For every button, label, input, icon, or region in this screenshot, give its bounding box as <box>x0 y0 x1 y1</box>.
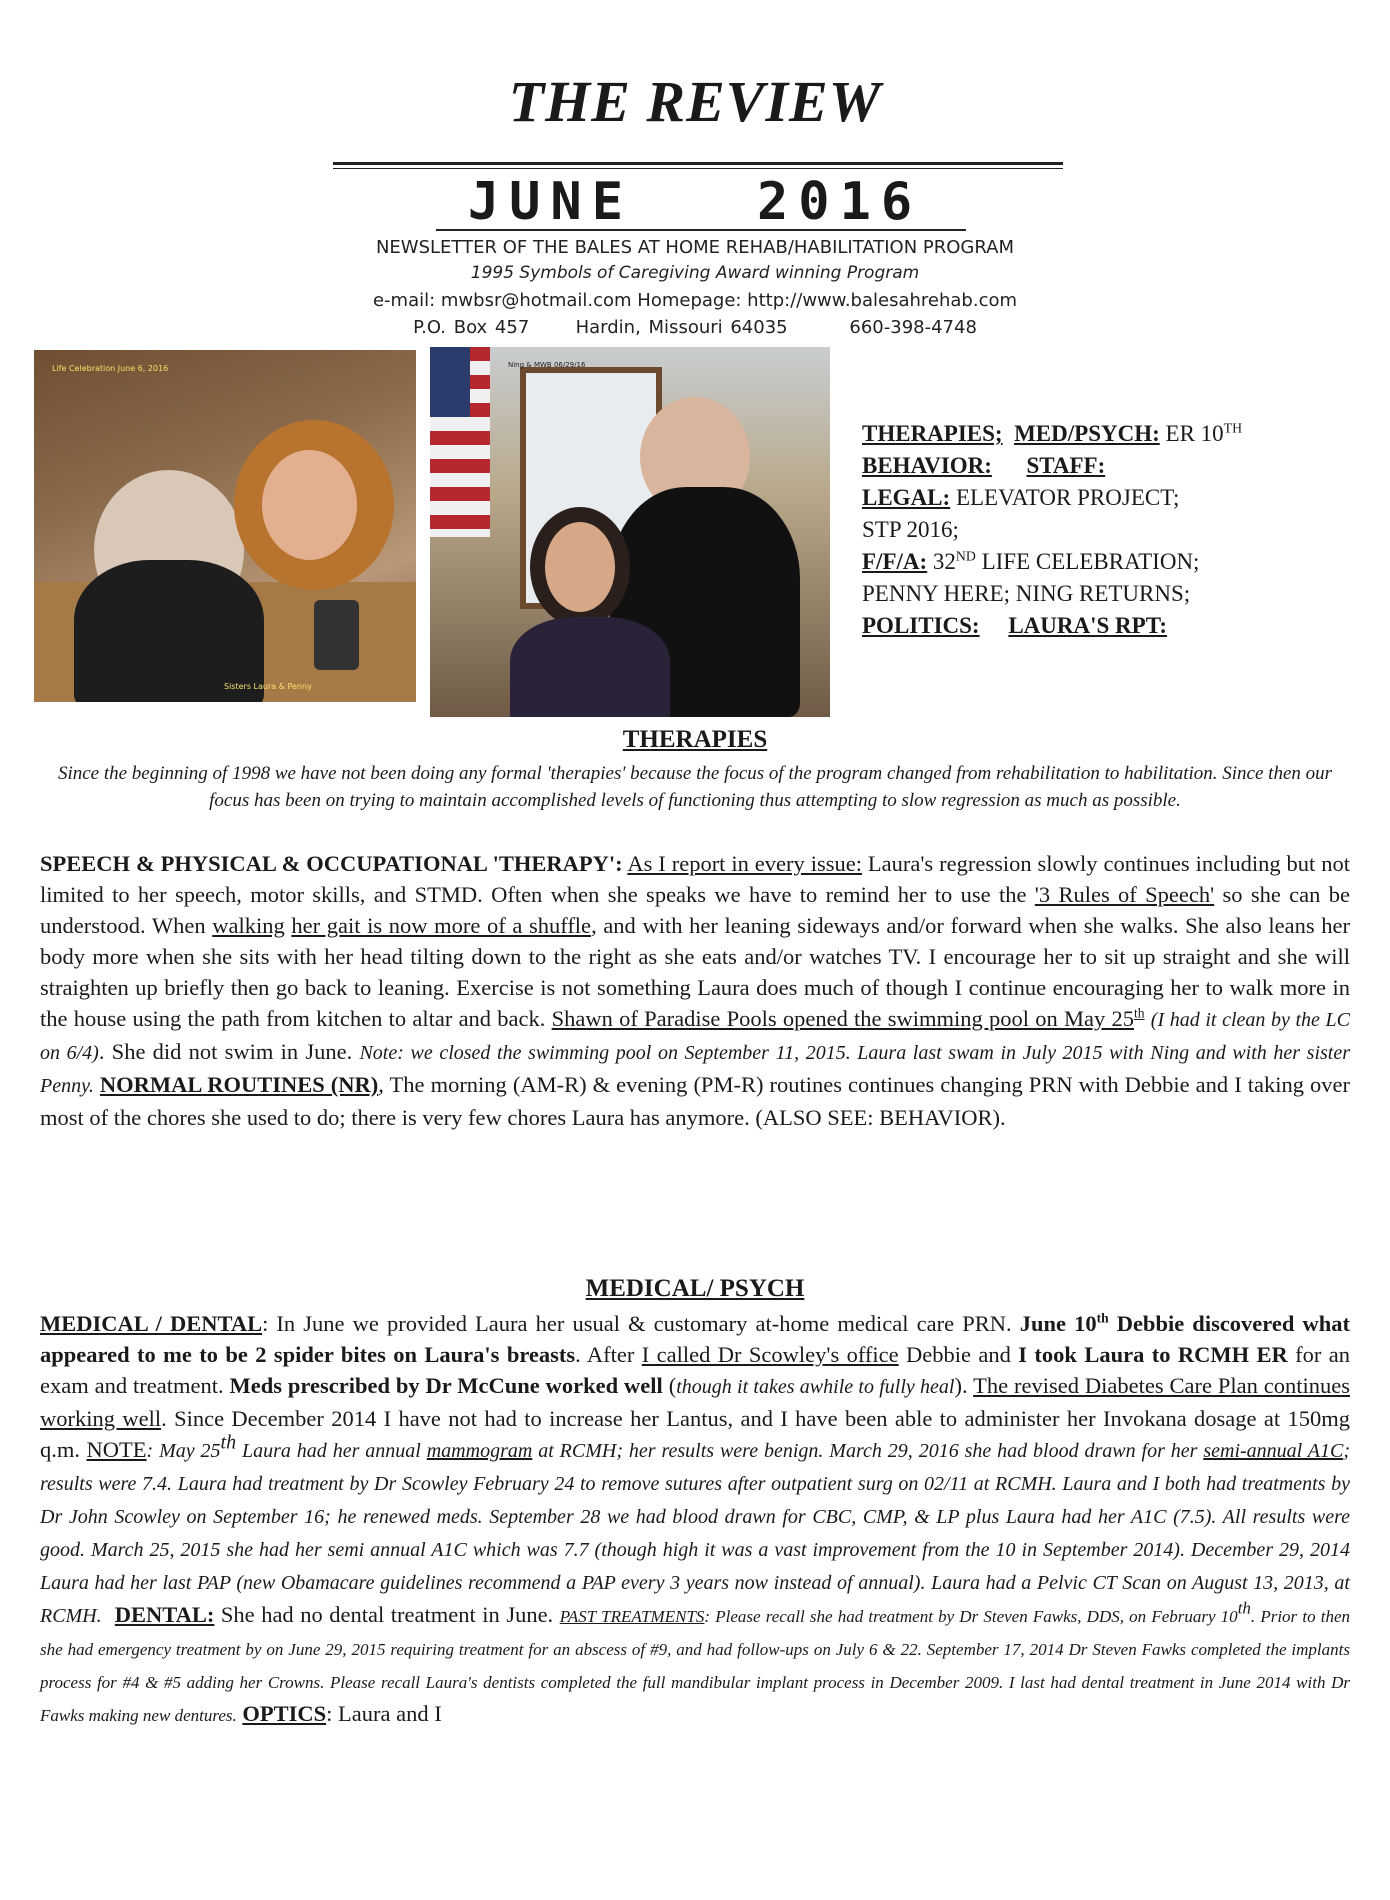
issue-index: THERAPIES; MED/PSYCH: ER 10TH BEHAVIOR: STAFF: LEGAL: ELEVATOR PROJECT; STP 2016; F/F/A: 32ND LIFE CELEBRATION; PENNY HERE; NING RETURNS; POLITICS: LAURA'S RPT: <box>862 418 1362 642</box>
contact-line: e-mail: mwbsr@hotmail.com Homepage: http://www.balesahrehab.com <box>372 290 1018 311</box>
index-behavior: BEHAVIOR: <box>862 453 992 478</box>
medical-body: MEDICAL / DENTAL: In June we provided Laura her usual & customary at-home medical care PRN. June 10th Debbie discovered what appeared to me to be 2 spider bites on Laura's breasts. After I called Dr Scowley's office Debbie and I took Laura to RCMH ER for an exam and treatment. Meds prescribed by Dr McCune worked well (though it takes awhile to fully heal). The revised Diabetes Care Plan continues working well. Since December 2014 I have not had to increase her Lantus, and I have been able to administer her Invokana dosage at 150mg q.m. NOTE: May 25th Laura had her annual mammogram at RCMH; her results were benign. March 29, 2016 she had blood drawn for her semi-annual A1C; results were 7.4. Laura had treatment by Dr Scowley February 24 to remove sutures after outpatient surg on 02/11 at RCMH. Laura and I both had treatments by Dr John Scowley on September 16; he renewed meds. September 28 we had blood drawn for CBC, CMP, & LP plus Laura had her A1C (7.5). All results were good. March 25, 2015 she had her semi annual A1C which was 7.7 (though high it was a vast improvement from the 10 in September 2014). December 29, 2014 Laura had her last PAP (new Obamacare guidelines recommend a PAP every 3 years now instead of annual). Laura had a Pelvic CT Scan on August 13, 2013, at RCMH. DENTAL: She had no dental treatment in June. PAST TREATMENTS: Please recall she had treatment by Dr Steven Fawks, DDS, on February 10th. Prior to then she had emergency treatment by on June 29, 2015 requiring treatment for an abscess of #9, and had follow-ups on July 6 & 22. September 17, 2014 Dr Steven Fawks completed the implants process for #4 & #5 adding her Crowns. Please recall Laura's dentists completed the full mandibular implant process in December 2009. I last had dental treatment in June 2014 with Dr Fawks making new dentures. OPTICS: Laura and I <box>40 1310 1351 1726</box>
photo-flag <box>430 347 490 537</box>
photo-mug <box>314 600 359 670</box>
therapies-intro: Since the beginning of 1998 we have not been doing any formal 'therapies' because the focus of the program changed from rehabilitation to habilitation. Since then our focus has been on trying to maintain accomplished levels of functioning thus attempting to slow regression as much as possible. <box>57 763 1333 811</box>
index-stp: STP 2016; <box>862 517 959 542</box>
issue-underline <box>436 229 966 231</box>
photo-figure-penny <box>262 450 357 560</box>
index-medpsych: MED/PSYCH: <box>1014 421 1160 446</box>
photo-ning-mwb <box>430 347 830 717</box>
photo-sisters <box>34 350 416 702</box>
title-rule <box>333 162 1063 165</box>
index-legal: LEGAL: <box>862 485 951 510</box>
therapies-body: SPEECH & PHYSICAL & OCCUPATIONAL 'THERAPY': As I report in every issue: Laura's regression slowly continues including but not limited to her speech, motor skills, and STMD. Often when she speaks we have to remind her to use the '3 Rules of Speech' so she can be understood. When walking her gait is now more of a shuffle, and with her leaning sideways and/or forward when she walks. She also leans her body more when she sits with her head tilting down to the right as she eats and/or watches TV. I encourage her to sit up straight and she will straighten up briefly then go back to leaning. Exercise is not something Laura does much of though I continue encouraging her to walk more in the house using the path from kitchen to altar and back. Shawn of Paradise Pools opened the swimming pool on May 25th (I had it clean by the LC on 6/4). She did not swim in June. Note: we closed the swimming pool on September 11, 2015. Laura last swam in July 2015 with Ning and with her sister Penny. NORMAL ROUTINES (NR), The morning (AM-R) & evening (PM-R) routines continues changing PRN with Debbie and I taking over most of the chores she used to do; there is very few chores Laura has anymore. (ALSO SEE: BEHAVIOR). <box>40 851 1351 1130</box>
therapies-heading: THERAPIES <box>622 726 768 753</box>
photo-caption-bottom: Sisters Laura & Penny <box>224 682 312 691</box>
index-ffa: F/F/A: <box>862 549 928 574</box>
address-line: P.O. Box 457 Hardin, Missouri 64035 660-398-4748 <box>413 317 977 338</box>
index-staff: STAFF: <box>1026 453 1106 478</box>
photo-caption-right: Ning & MWB 06/29/16 <box>508 361 586 369</box>
photo-figure-ning <box>545 522 615 612</box>
index-penny: PENNY HERE; NING RETURNS; <box>862 581 1191 606</box>
index-therapies: THERAPIES; <box>862 421 1003 446</box>
issue-date: JUNE 2016 <box>467 172 923 232</box>
photo-figure-laura-body <box>74 560 264 702</box>
title-rule-thin <box>333 168 1063 169</box>
photo-caption-top: Life Celebration June 6, 2016 <box>52 364 169 373</box>
newsletter-title: THE REVIEW <box>508 69 882 134</box>
newsletter-subtitle: NEWSLETTER OF THE BALES AT HOME REHAB/HABILITATION PROGRAM <box>375 237 1015 258</box>
medical-heading: MEDICAL/ PSYCH <box>585 1275 805 1302</box>
photo-figure-ning-body <box>510 617 670 717</box>
award-line: 1995 Symbols of Caregiving Award winning Program <box>470 263 920 283</box>
index-lauras-rpt: LAURA'S RPT: <box>1008 613 1168 638</box>
index-politics: POLITICS: <box>862 613 980 638</box>
